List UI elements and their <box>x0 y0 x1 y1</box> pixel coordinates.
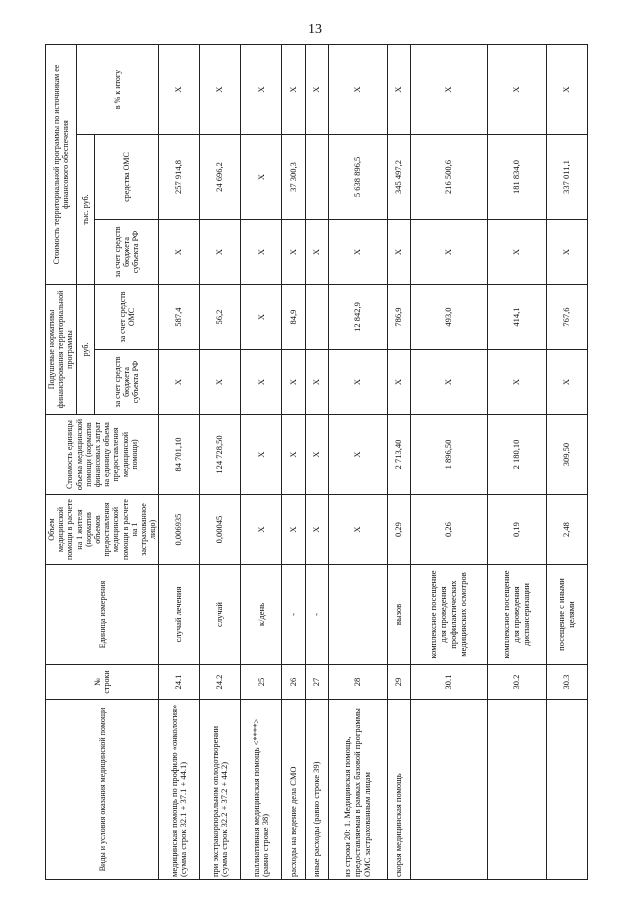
row-norm-budget: X <box>546 350 587 415</box>
row-value-oms: 5 638 896,5 <box>328 134 387 219</box>
row-value-pct: X <box>487 44 546 134</box>
header-value-thous: тыс. руб. <box>76 134 95 284</box>
table-row <box>411 44 488 879</box>
row-cost: X <box>328 415 387 495</box>
row-volume: X <box>282 495 305 565</box>
row-norm-oms: 786,9 <box>387 284 410 349</box>
row-num: 24.2 <box>200 665 241 700</box>
row-name: из строки 20: 1. Медицинская помощь, предоставляемая в рамках базовой программы ОМС застрахованным лицам <box>328 700 387 880</box>
header-norms-rub: руб. <box>76 284 95 414</box>
row-volume: X <box>241 495 282 565</box>
row-value-pct: X <box>546 44 587 134</box>
row-volume: 0,29 <box>387 495 410 565</box>
rotated-table-wrapper <box>45 45 585 880</box>
header-unit: Единица измерения <box>46 565 159 665</box>
table-row <box>200 44 241 879</box>
row-volume: 0,19 <box>487 495 546 565</box>
row-num: 30.3 <box>546 665 587 700</box>
row-cost: 124 728,50 <box>200 415 241 495</box>
table-row <box>546 44 587 879</box>
table-row <box>159 44 200 879</box>
row-norm-budget: X <box>159 350 200 415</box>
row-cost: 1 896,50 <box>411 415 488 495</box>
row-cost: 309,50 <box>546 415 587 495</box>
row-volume: 2,48 <box>546 495 587 565</box>
row-norm-budget: X <box>411 350 488 415</box>
row-num: 28 <box>328 665 387 700</box>
row-num: 30.2 <box>487 665 546 700</box>
row-unit: комплексное посещение для проведения диспансеризации <box>487 565 546 665</box>
row-cost: 2 180,10 <box>487 415 546 495</box>
row-norm-budget: X <box>241 350 282 415</box>
row-num: 24.1 <box>159 665 200 700</box>
row-unit: комплексное посещение для проведения профилактических медицинских осмотров <box>411 565 488 665</box>
row-norm-oms: X <box>241 284 282 349</box>
row-norm-budget: X <box>387 350 410 415</box>
row-unit: случай лечения <box>159 565 200 665</box>
row-unit: к/день <box>241 565 282 665</box>
header-value-oms: средства ОМС <box>95 134 159 219</box>
header-cost: Стоимость единицы объема медицинской помощи (норматив финансовых затрат на единицу объема предоставления медицинской помощи) <box>46 415 159 495</box>
row-norm-oms: 767,6 <box>546 284 587 349</box>
header-value-group: Стоимость территориальной программы по источникам ее финансового обеспечения <box>46 44 77 284</box>
row-name: скорая медицинская помощь <box>387 700 410 880</box>
row-name: при экстракорпоральном оплодотворении (сумма строк 32.2 + 37.2 + 44.2) <box>200 700 241 880</box>
row-value-pct: X <box>159 44 200 134</box>
header-norms-budget: за счет средств бюджета субъекта РФ <box>95 350 159 415</box>
row-value-budget: X <box>487 219 546 284</box>
row-volume: 0,006935 <box>159 495 200 565</box>
row-name: медицинская помощь по профилю «онкология» (сумма строк 32.1 + 37.1 + 44.1) <box>159 700 200 880</box>
row-num: 30.1 <box>411 665 488 700</box>
table-row <box>241 44 282 879</box>
header-norms-oms: за счет средств ОМС <box>95 284 159 349</box>
row-num: 25 <box>241 665 282 700</box>
row-value-oms: X <box>241 134 282 219</box>
row-norm-oms: 12 842,9 <box>328 284 387 349</box>
row-norm-budget: X <box>328 350 387 415</box>
row-value-pct: X <box>305 44 328 134</box>
row-value-budget: X <box>546 219 587 284</box>
row-norm-budget: X <box>282 350 305 415</box>
row-unit: посещение с иными целями <box>546 565 587 665</box>
row-volume: 0,26 <box>411 495 488 565</box>
row-norm-oms: 493,0 <box>411 284 488 349</box>
table-row <box>387 44 410 879</box>
page-number: 13 <box>308 22 322 37</box>
header-volume: Объем медицинской помощи в расчете на 1 жителя (норматив объемов предоставления медицинской помощи в расчете на 1 застрахованное лицо) <box>46 495 159 565</box>
row-value-budget: X <box>305 219 328 284</box>
table-row <box>487 44 546 879</box>
row-name <box>487 700 546 880</box>
row-value-oms: 216 500,6 <box>411 134 488 219</box>
row-name: иные расходы (равно строке 39) <box>305 700 328 880</box>
row-value-budget: X <box>328 219 387 284</box>
header-value-pct: в % к итогу <box>76 44 159 134</box>
header-norms-group: Подушевые нормативы финансирования территориальной программы <box>46 284 77 414</box>
row-value-pct: X <box>411 44 488 134</box>
row-unit: - <box>305 565 328 665</box>
row-num: 29 <box>387 665 410 700</box>
row-cost: X <box>305 415 328 495</box>
row-name: расходы на ведение дела СМО <box>282 700 305 880</box>
row-norm-budget: X <box>487 350 546 415</box>
row-unit <box>328 565 387 665</box>
row-num: 27 <box>305 665 328 700</box>
row-norm-oms: 587,4 <box>159 284 200 349</box>
table-row <box>305 44 328 879</box>
row-norm-oms: 84,9 <box>282 284 305 349</box>
row-norm-oms: 56,2 <box>200 284 241 349</box>
row-value-pct: X <box>387 44 410 134</box>
row-value-budget: X <box>282 219 305 284</box>
row-value-oms: 345 497,2 <box>387 134 410 219</box>
header-value-budget: за счет средств бюджета субъекта РФ <box>95 219 159 284</box>
row-value-oms <box>305 134 328 219</box>
row-unit: - <box>282 565 305 665</box>
row-norm-oms: 414,1 <box>487 284 546 349</box>
table-row <box>328 44 387 879</box>
row-cost: X <box>282 415 305 495</box>
row-value-pct: X <box>328 44 387 134</box>
row-value-budget: X <box>387 219 410 284</box>
row-unit: случай <box>200 565 241 665</box>
row-value-budget: X <box>200 219 241 284</box>
row-name <box>411 700 488 880</box>
row-name: паллиативная медицинская помощь <****> (равно строке 38) <box>241 700 282 880</box>
row-value-oms: 257 914,8 <box>159 134 200 219</box>
row-value-pct: X <box>200 44 241 134</box>
row-num: 26 <box>282 665 305 700</box>
program-cost-table <box>45 44 588 880</box>
row-value-pct: X <box>282 44 305 134</box>
header-num: № строки <box>46 665 159 700</box>
row-value-budget: X <box>411 219 488 284</box>
row-name <box>546 700 587 880</box>
row-value-budget: X <box>241 219 282 284</box>
row-volume: X <box>305 495 328 565</box>
row-value-oms: 24 696,2 <box>200 134 241 219</box>
row-volume: 0,00045 <box>200 495 241 565</box>
row-cost: X <box>241 415 282 495</box>
row-value-budget: X <box>159 219 200 284</box>
row-unit: вызов <box>387 565 410 665</box>
row-cost: 2 713,40 <box>387 415 410 495</box>
row-norm-budget: X <box>305 350 328 415</box>
row-value-oms: 37 300,3 <box>282 134 305 219</box>
row-volume: X <box>328 495 387 565</box>
row-value-pct: X <box>241 44 282 134</box>
row-value-oms: 337 011,1 <box>546 134 587 219</box>
row-norm-budget: X <box>200 350 241 415</box>
row-value-oms: 181 834,0 <box>487 134 546 219</box>
table-row <box>282 44 305 879</box>
row-norm-oms <box>305 284 328 349</box>
header-name: Виды и условия оказания медицинской помощи <box>46 700 159 880</box>
row-cost: 84 701,10 <box>159 415 200 495</box>
